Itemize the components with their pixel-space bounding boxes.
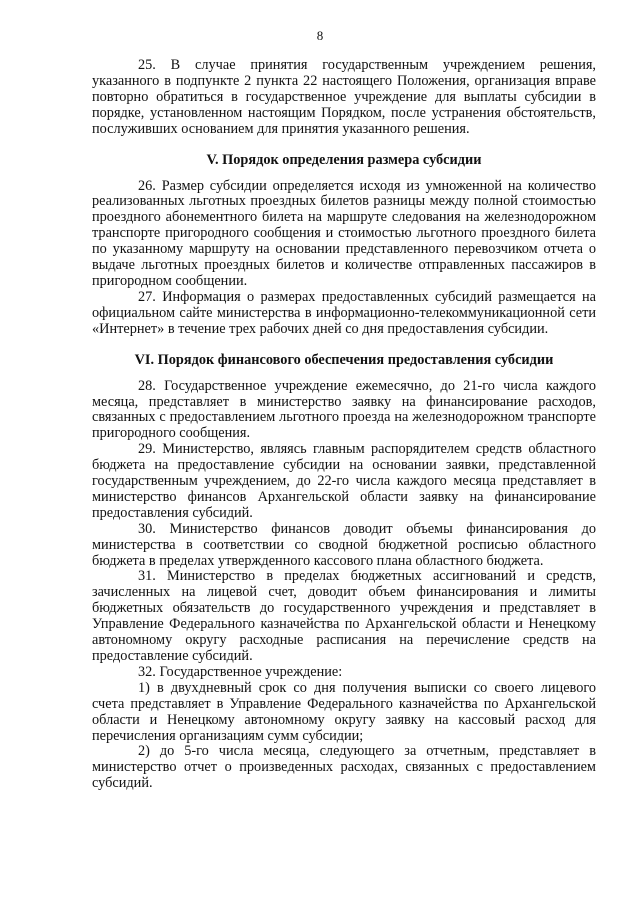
paragraph-28: 28. Государственное учреждение ежемесячно, до 21-го числа каждого месяца, представляет в министерство заявку на финансирование расходов, связанных с предоставлением льготного проезда на железнодорожном транспорте пригородного сообщения. <box>92 377 596 442</box>
paragraph-31: 31. Министерство в пределах бюджетных ассигнований и средств, зачисленных на лицевой счет, доводит объем финансирования и лимиты бюджетных обязательств до государственного учреждения и представляет в Управление Федерального казначейства по Архангельской области и Ненецкому автономному округу расходные расписания на перечисление средств на предоставление субсидий. <box>92 568 596 664</box>
paragraph-32: 32. Государственное учреждение: <box>138 663 343 680</box>
paragraph-26: 26. Размер субсидии определяется исходя из умноженной на количество реализованных льготных проездных билетов разницы между полной стоимостью проездного абонементного билета на маршруте следования на железнодорожном транспорте пригородного сообщения и стоимостью льготного проездного билета по указанному маршруту на основании представленного перевозчиком отчета о выдаче льготных проездных билетов и количестве отправленных пассажиров в пригородном сообщении. <box>92 177 596 289</box>
paragraph-25: 25. В случае принятия государственным учреждением решения, указанного в подпункте 2 пункта 22 настоящего Положения, организация вправе повторно обратиться в государственное учреждение для выплаты субсидии в порядке, установленном настоящим Порядком, после устранения обстоятельств, послуживших основанием для принятия указанного решения. <box>92 57 596 137</box>
page-number: 8 <box>316 28 324 43</box>
section-heading-6: VI. Порядок финансового обеспечения предоставления субсидии <box>134 351 554 368</box>
section-heading-5: V. Порядок определения размера субсидии <box>206 151 482 168</box>
paragraph-32-item-2: 2) до 5-го числа месяца, следующего за отчетным, представляет в министерство отчет о произведенных расходах, связанных с предоставлением субсидий. <box>92 743 596 792</box>
document-body <box>92 58 596 792</box>
paragraph-30: 30. Министерство финансов доводит объемы финансирования до министерства в соответствии со сводной бюджетной росписью областного бюджета в пределах утвержденного кассового плана областного бюджета. <box>92 520 596 569</box>
paragraph-29: 29. Министерство, являясь главным распорядителем средств областного бюджета на предоставление субсидии на основании заявки, представленной государственным учреждением, до 22-го числа каждого месяца представляет в министерство финансов Архангельской области заявку на финансирование предоставления субсидий. <box>92 441 596 521</box>
paragraph-27: 27. Информация о размерах предоставленных субсидий размещается на официальном сайте министерства в информационно-телекоммуникационной сети «Интернет» в течение трех рабочих дней со дня предоставления субсидии. <box>92 288 596 337</box>
paragraph-32-item-1: 1) в двухдневный срок со дня получения выписки со своего лицевого счета представляет в Управление Федерального казначейства по Архангельской области и Ненецкому автономному округу заявку на кассовый расход для перечисления организациям сумм субсидии; <box>92 679 596 744</box>
